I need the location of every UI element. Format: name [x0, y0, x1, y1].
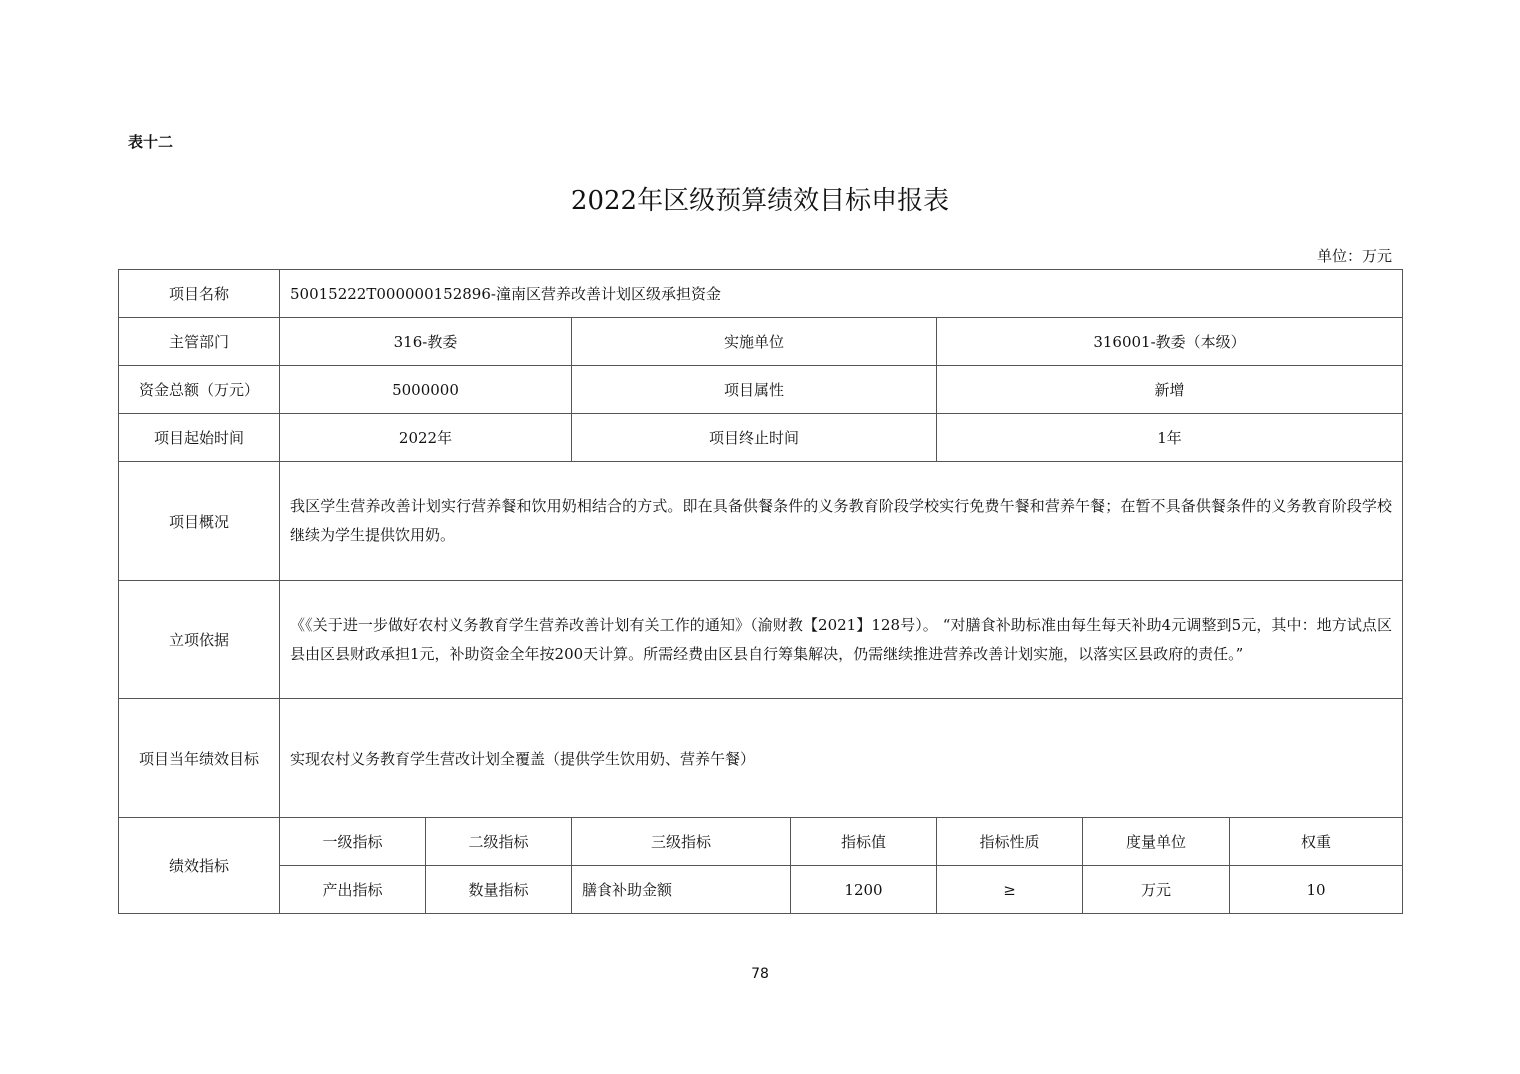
indicator-row	[119, 866, 1403, 914]
indicator-cell: 产出指标	[280, 866, 426, 914]
indicator-header-row	[119, 818, 1403, 866]
goal-value: 实现农村义务教育学生营改计划全覆盖（提供学生饮用奶、营养午餐）	[280, 699, 1403, 818]
row-time	[119, 414, 1403, 462]
indicator-header: 权重	[1230, 818, 1403, 866]
fund-total-label: 资金总额（万元）	[119, 366, 280, 414]
department-label: 主管部门	[119, 318, 280, 366]
project-attribute-value: 新增	[937, 366, 1403, 414]
page-number: 78	[751, 966, 769, 982]
project-name-label: 项目名称	[119, 270, 280, 318]
overview-label: 项目概况	[119, 462, 280, 581]
basis-value: 《《关于进一步做好农村义务教育学生营养改善计划有关工作的通知》（渝财教【2021】128号）。 “对膳食补助标准由每生每天补助4元调整到5元，其中：地方试点区县由区县财政承担1元，补助资金全年按200天计算。所需经费由区县自行筹集解决，仍需继续推进营养改善计划实施，以落实区县政府的责任。”	[280, 581, 1403, 699]
implementing-unit-value: 316001-教委（本级）	[937, 318, 1403, 366]
indicator-header: 度量单位	[1083, 818, 1230, 866]
end-time-label: 项目终止时间	[572, 414, 937, 462]
implementing-unit-label: 实施单位	[572, 318, 937, 366]
page-title: 2022年区级预算绩效目标申报表	[570, 186, 950, 216]
overview-value: 我区学生营养改善计划实行营养餐和饮用奶相结合的方式。即在具备供餐条件的义务教育阶段学校实行免费午餐和营养午餐；在暂不具备供餐条件的义务教育阶段学校继续为学生提供饮用奶。	[280, 462, 1403, 581]
goal-label: 项目当年绩效目标	[119, 699, 280, 818]
indicator-cell: 1200	[791, 866, 937, 914]
indicator-cell: 数量指标	[426, 866, 572, 914]
row-basis	[119, 581, 1403, 699]
project-attribute-label: 项目属性	[572, 366, 937, 414]
indicator-cell: 10	[1230, 866, 1403, 914]
project-name-value: 50015222T000000152896-潼南区营养改善计划区级承担资金	[280, 270, 1403, 318]
indicator-cell: 万元	[1083, 866, 1230, 914]
row-department	[119, 318, 1403, 366]
indicators-label: 绩效指标	[119, 818, 280, 914]
row-goal	[119, 699, 1403, 818]
indicator-header: 三级指标	[572, 818, 791, 866]
fund-total-value: 5000000	[280, 366, 572, 414]
row-fund	[119, 366, 1403, 414]
start-time-value: 2022年	[280, 414, 572, 462]
row-overview	[119, 462, 1403, 581]
department-value: 316-教委	[280, 318, 572, 366]
budget-form-table	[118, 269, 1403, 914]
indicator-cell: ≥	[937, 866, 1083, 914]
indicator-header: 二级指标	[426, 818, 572, 866]
indicator-header: 指标性质	[937, 818, 1083, 866]
table-label: 表十二	[128, 133, 174, 151]
indicator-cell: 膳食补助金额	[572, 866, 791, 914]
end-time-value: 1年	[937, 414, 1403, 462]
start-time-label: 项目起始时间	[119, 414, 280, 462]
basis-label: 立项依据	[119, 581, 280, 699]
row-project-name	[119, 270, 1403, 318]
indicator-header: 一级指标	[280, 818, 426, 866]
unit-label: 单位：万元	[1316, 247, 1392, 265]
indicator-header: 指标值	[791, 818, 937, 866]
